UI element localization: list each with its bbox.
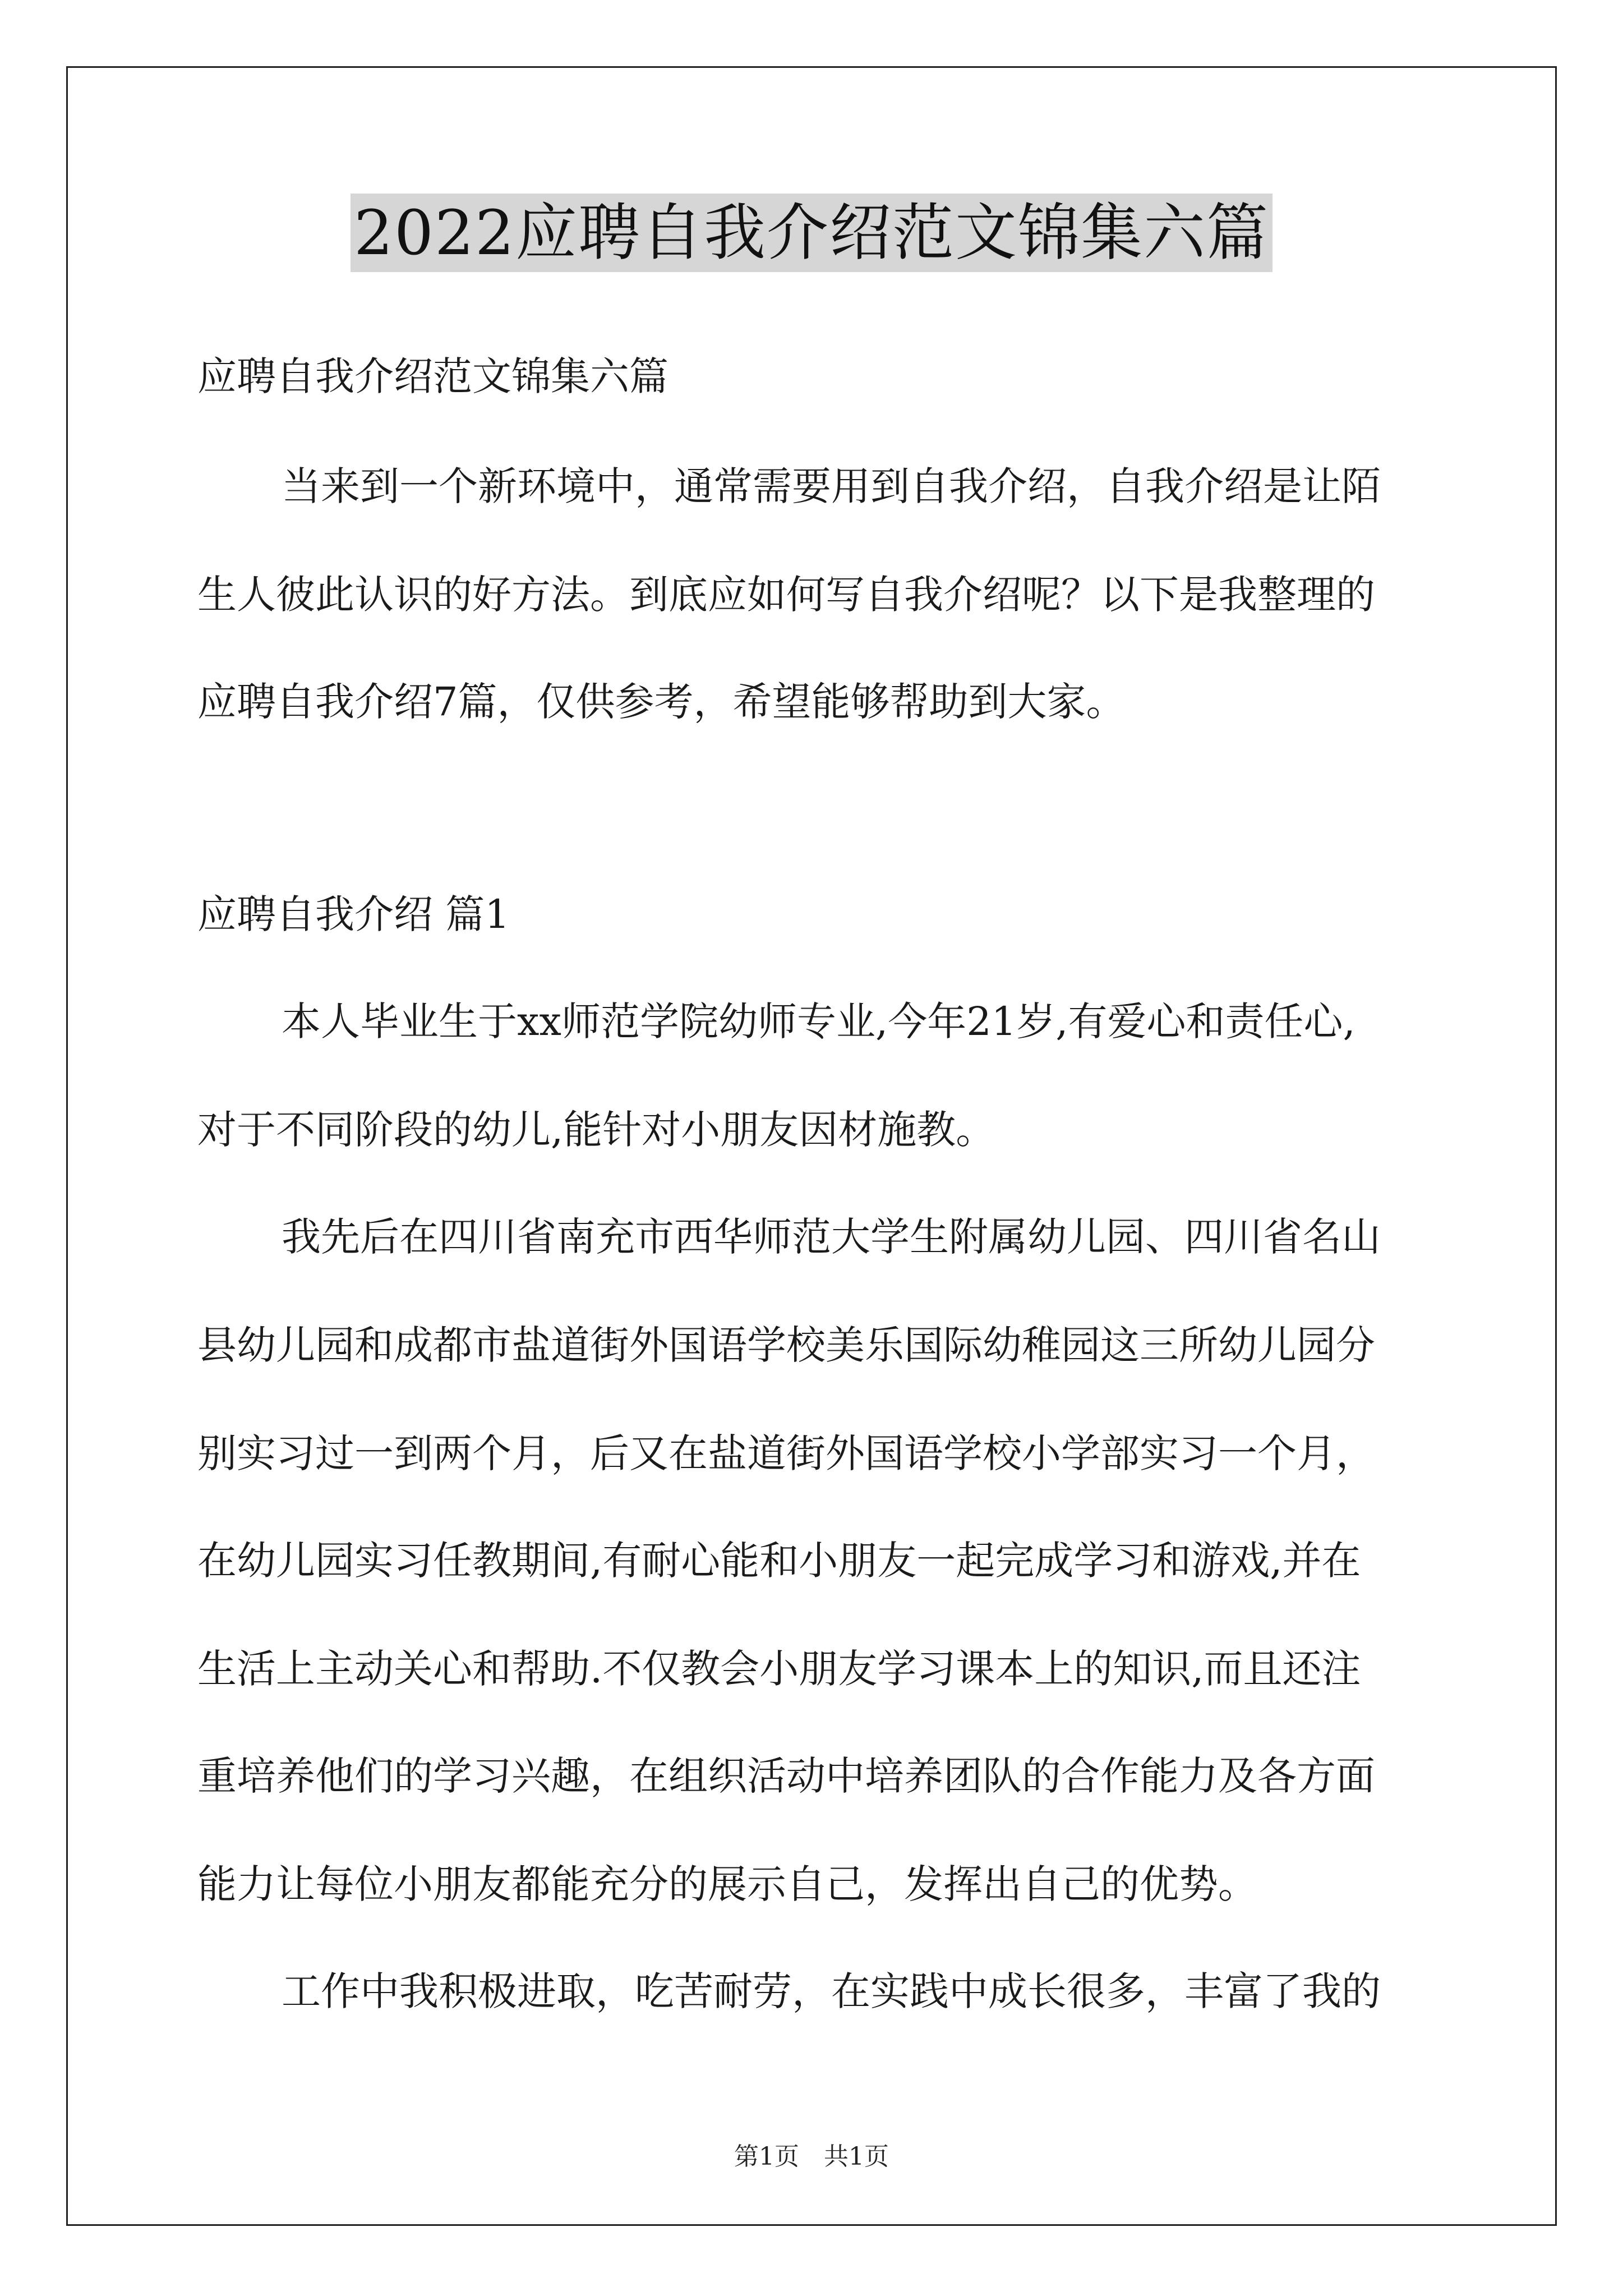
paragraph1-line-2: 对于不同阶段的幼儿,能针对小朋友因材施教。 xyxy=(197,1107,995,1153)
section-heading: 应聘自我介绍 篇1 xyxy=(197,891,510,937)
paragraph3-line-1: 工作中我积极进取，吃苦耐劳，在实践中成长很多，丰富了我的 xyxy=(282,1968,1381,2014)
paragraph1-line-1: 本人毕业生于xx师范学院幼师专业,今年21岁,有爱心和责任心, xyxy=(282,999,1355,1045)
page-footer xyxy=(0,2140,1623,2174)
intro-line-1: 当来到一个新环境中，通常需要用到自我介绍，自我介绍是让陌 xyxy=(282,463,1381,509)
page-number: 第1页 共1页 xyxy=(734,2142,889,2171)
paragraph2-line-4: 在幼儿园实习任教期间,有耐心能和小朋友一起完成学习和游戏,并在 xyxy=(197,1538,1361,1584)
title-container xyxy=(0,194,1623,272)
paragraph2-line-3: 别实习过一到两个月，后又在盐道街外国语学校小学部实习一个月， xyxy=(197,1430,1375,1476)
paragraph2-line-1: 我先后在四川省南充市西华师范大学生附属幼儿园、四川省名山 xyxy=(282,1214,1381,1260)
intro-line-3: 应聘自我介绍7篇，仅供参考，希望能够帮助到大家。 xyxy=(197,679,1126,725)
paragraph2-line-7: 能力让每位小朋友都能充分的展示自己，发挥出自己的优势。 xyxy=(197,1861,1257,1907)
paragraph2-line-6: 重培养他们的学习兴趣，在组织活动中培养团队的合作能力及各方面 xyxy=(197,1753,1375,1799)
document-title: 2022应聘自我介绍范文锦集六篇 xyxy=(351,194,1272,272)
document-subtitle: 应聘自我介绍范文锦集六篇 xyxy=(197,353,668,399)
intro-line-2: 生人彼此认识的好方法。到底应如何写自我介绍呢？以下是我整理的 xyxy=(197,572,1375,618)
paragraph2-line-5: 生活上主动关心和帮助.不仅教会小朋友学习课本上的知识,而且还注 xyxy=(197,1646,1361,1692)
paragraph2-line-2: 县幼儿园和成都市盐道街外国语学校美乐国际幼稚园这三所幼儿园分 xyxy=(197,1322,1375,1368)
